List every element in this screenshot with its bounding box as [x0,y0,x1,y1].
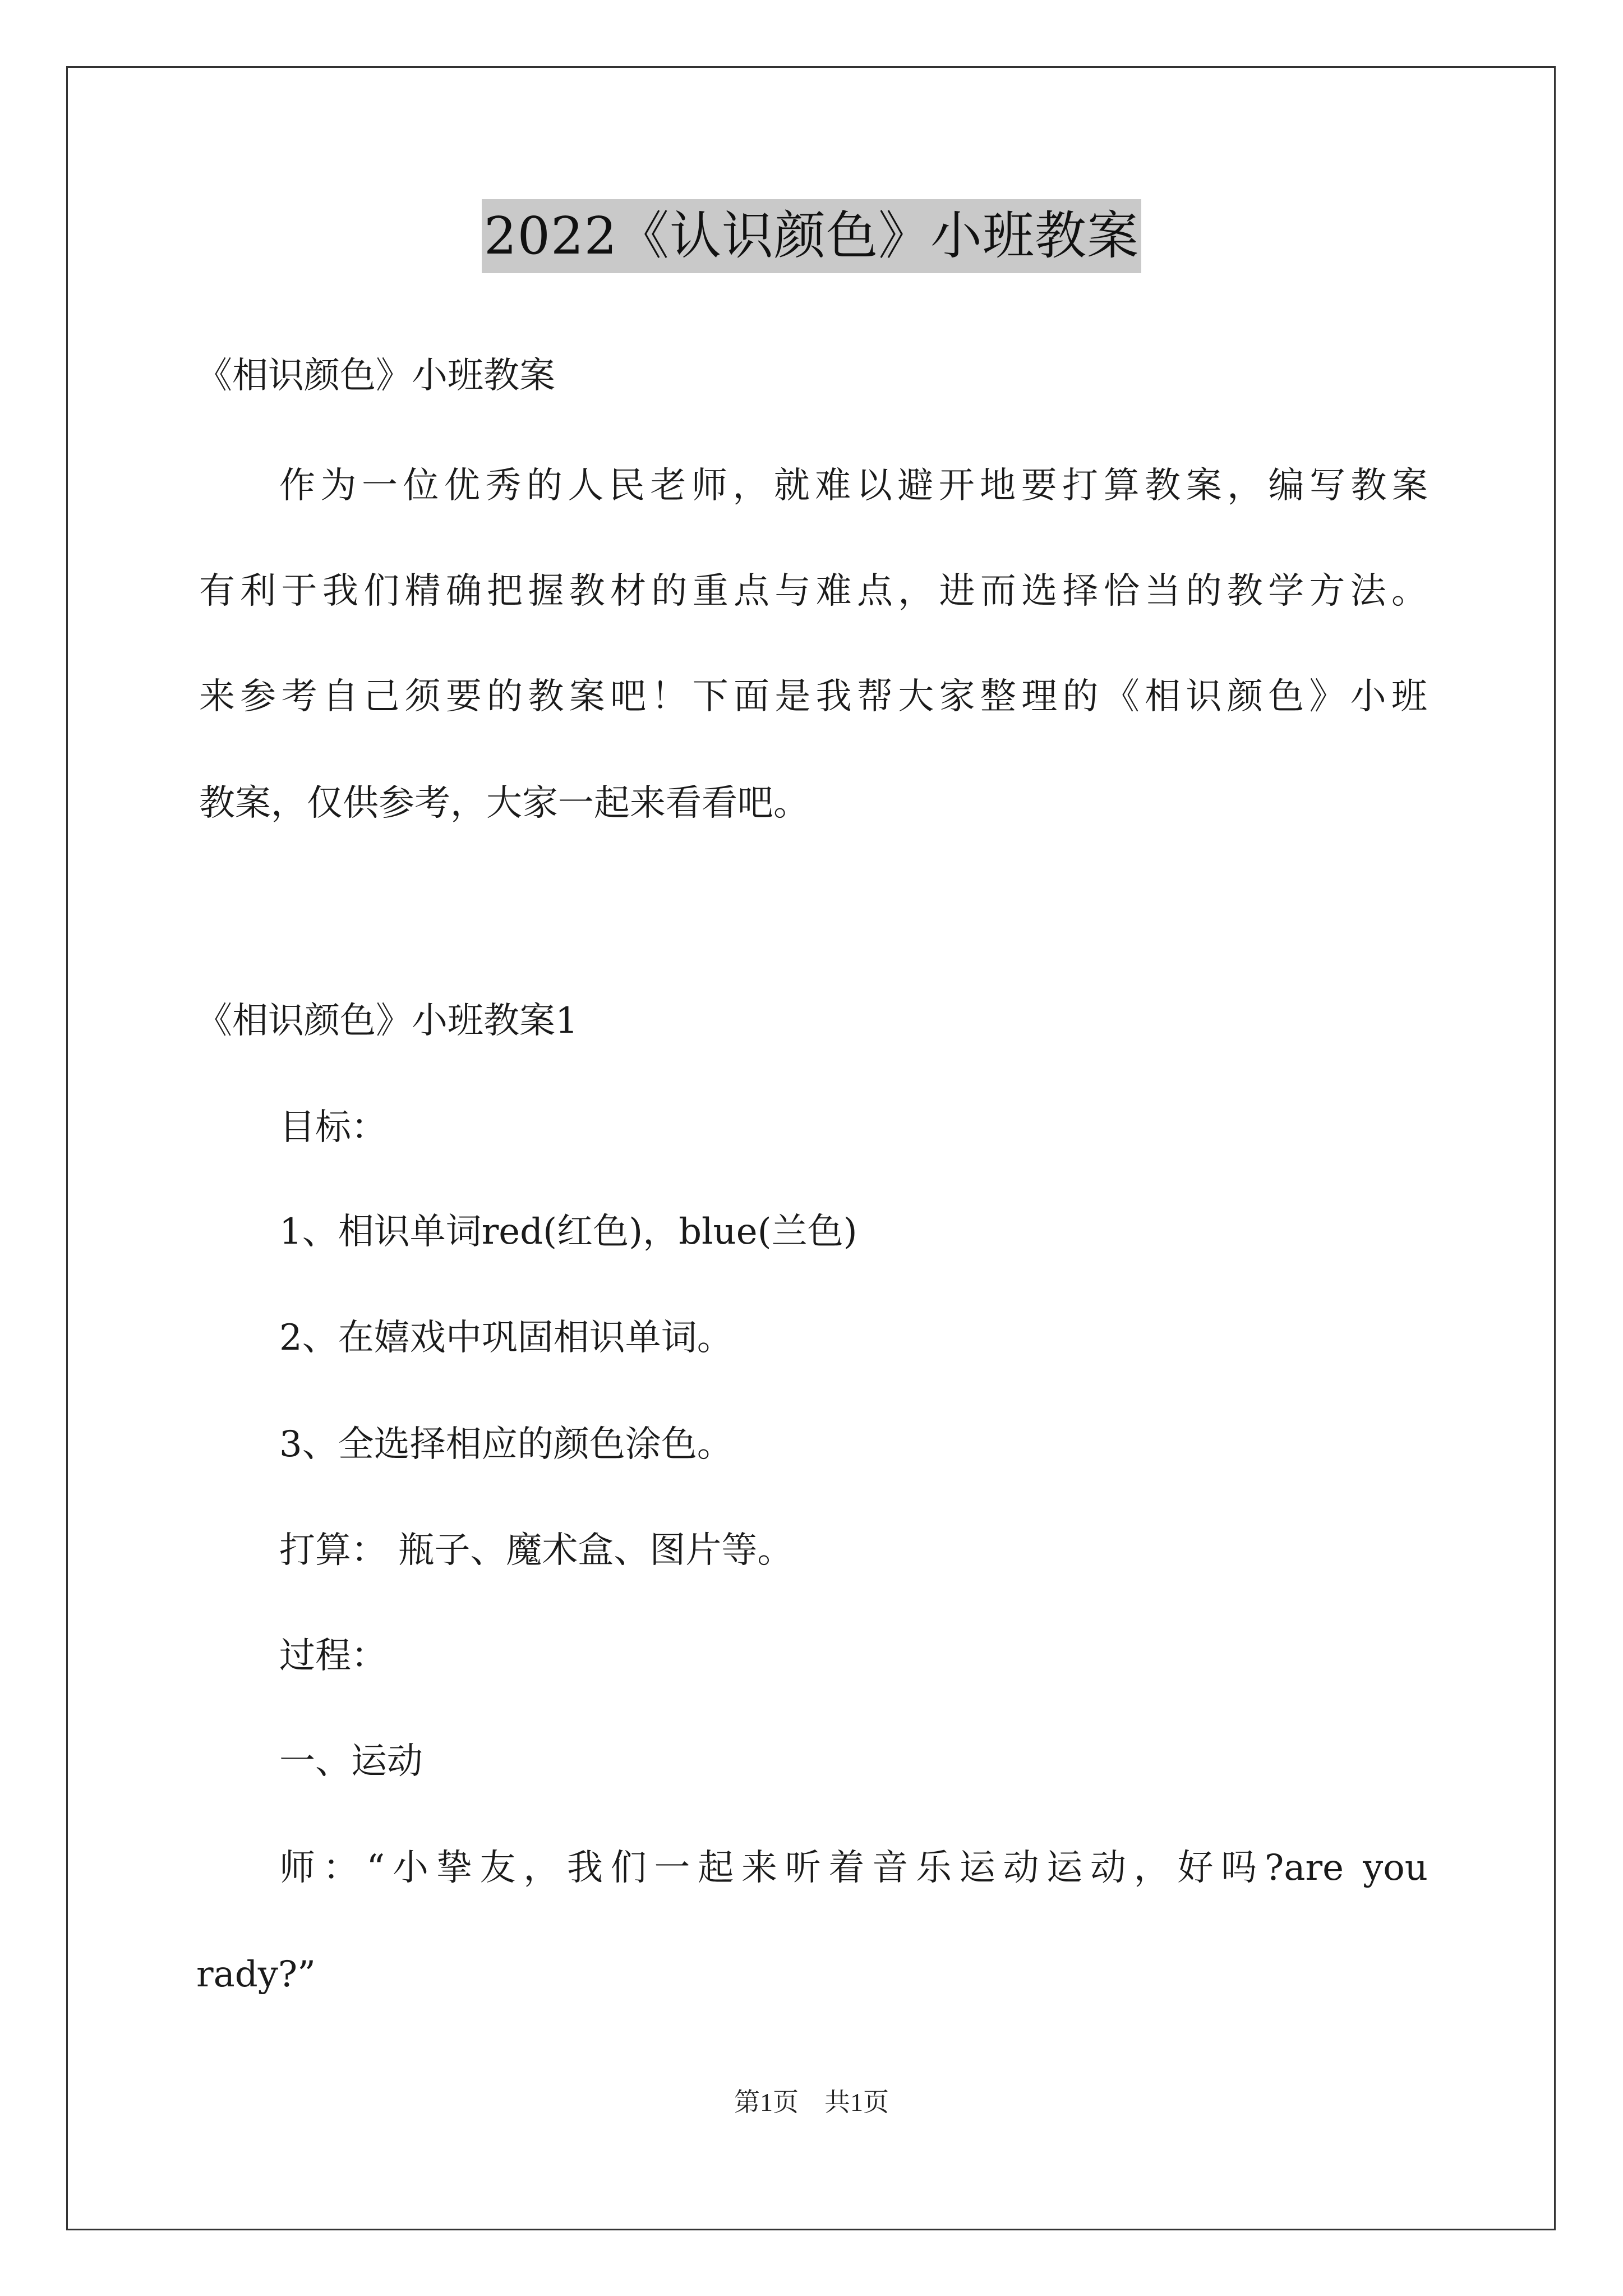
body-line: 3、全选择相应的颜色涂色。 [279,1424,733,1465]
body-line: 一、运动 [279,1741,423,1782]
document-title: 2022《认识颜色》小班教案 [482,199,1141,273]
body-line: 1、相识单词red(红色)，blue(兰色) [279,1211,857,1253]
section-heading: 《相识颜色》小班教案1 [196,1000,578,1042]
body-line: 目标： [279,1107,387,1148]
body-line: rady?” [196,1954,316,1995]
intro-paragraph-line: 作为一位优秀的人民老师，就难以避开地要打算教案，编写教案 [279,465,1428,507]
intro-paragraph-line: 教案，仅供参考，大家一起来看看吧。 [199,783,809,824]
document-subtitle: 《相识颜色》小班教案 [196,355,555,397]
body-line: 师：“小挚友，我们一起来听着音乐运动运动，好吗?are you [279,1847,1428,1889]
page-footer: 第1页 共1页 [734,2088,889,2116]
body-line: 打算： 瓶子、魔术盒、图片等。 [279,1530,794,1571]
body-line: 过程： [279,1635,387,1677]
intro-paragraph-line: 有利于我们精确把握教材的重点与难点，进而选择恰当的教学方法。 [199,570,1427,612]
title-container [0,199,1623,273]
intro-paragraph-line: 来参考自己须要的教案吧！下面是我帮大家整理的《相识颜色》小班 [199,676,1427,717]
body-line: 2、在嬉戏中巩固相识单词。 [279,1317,733,1359]
